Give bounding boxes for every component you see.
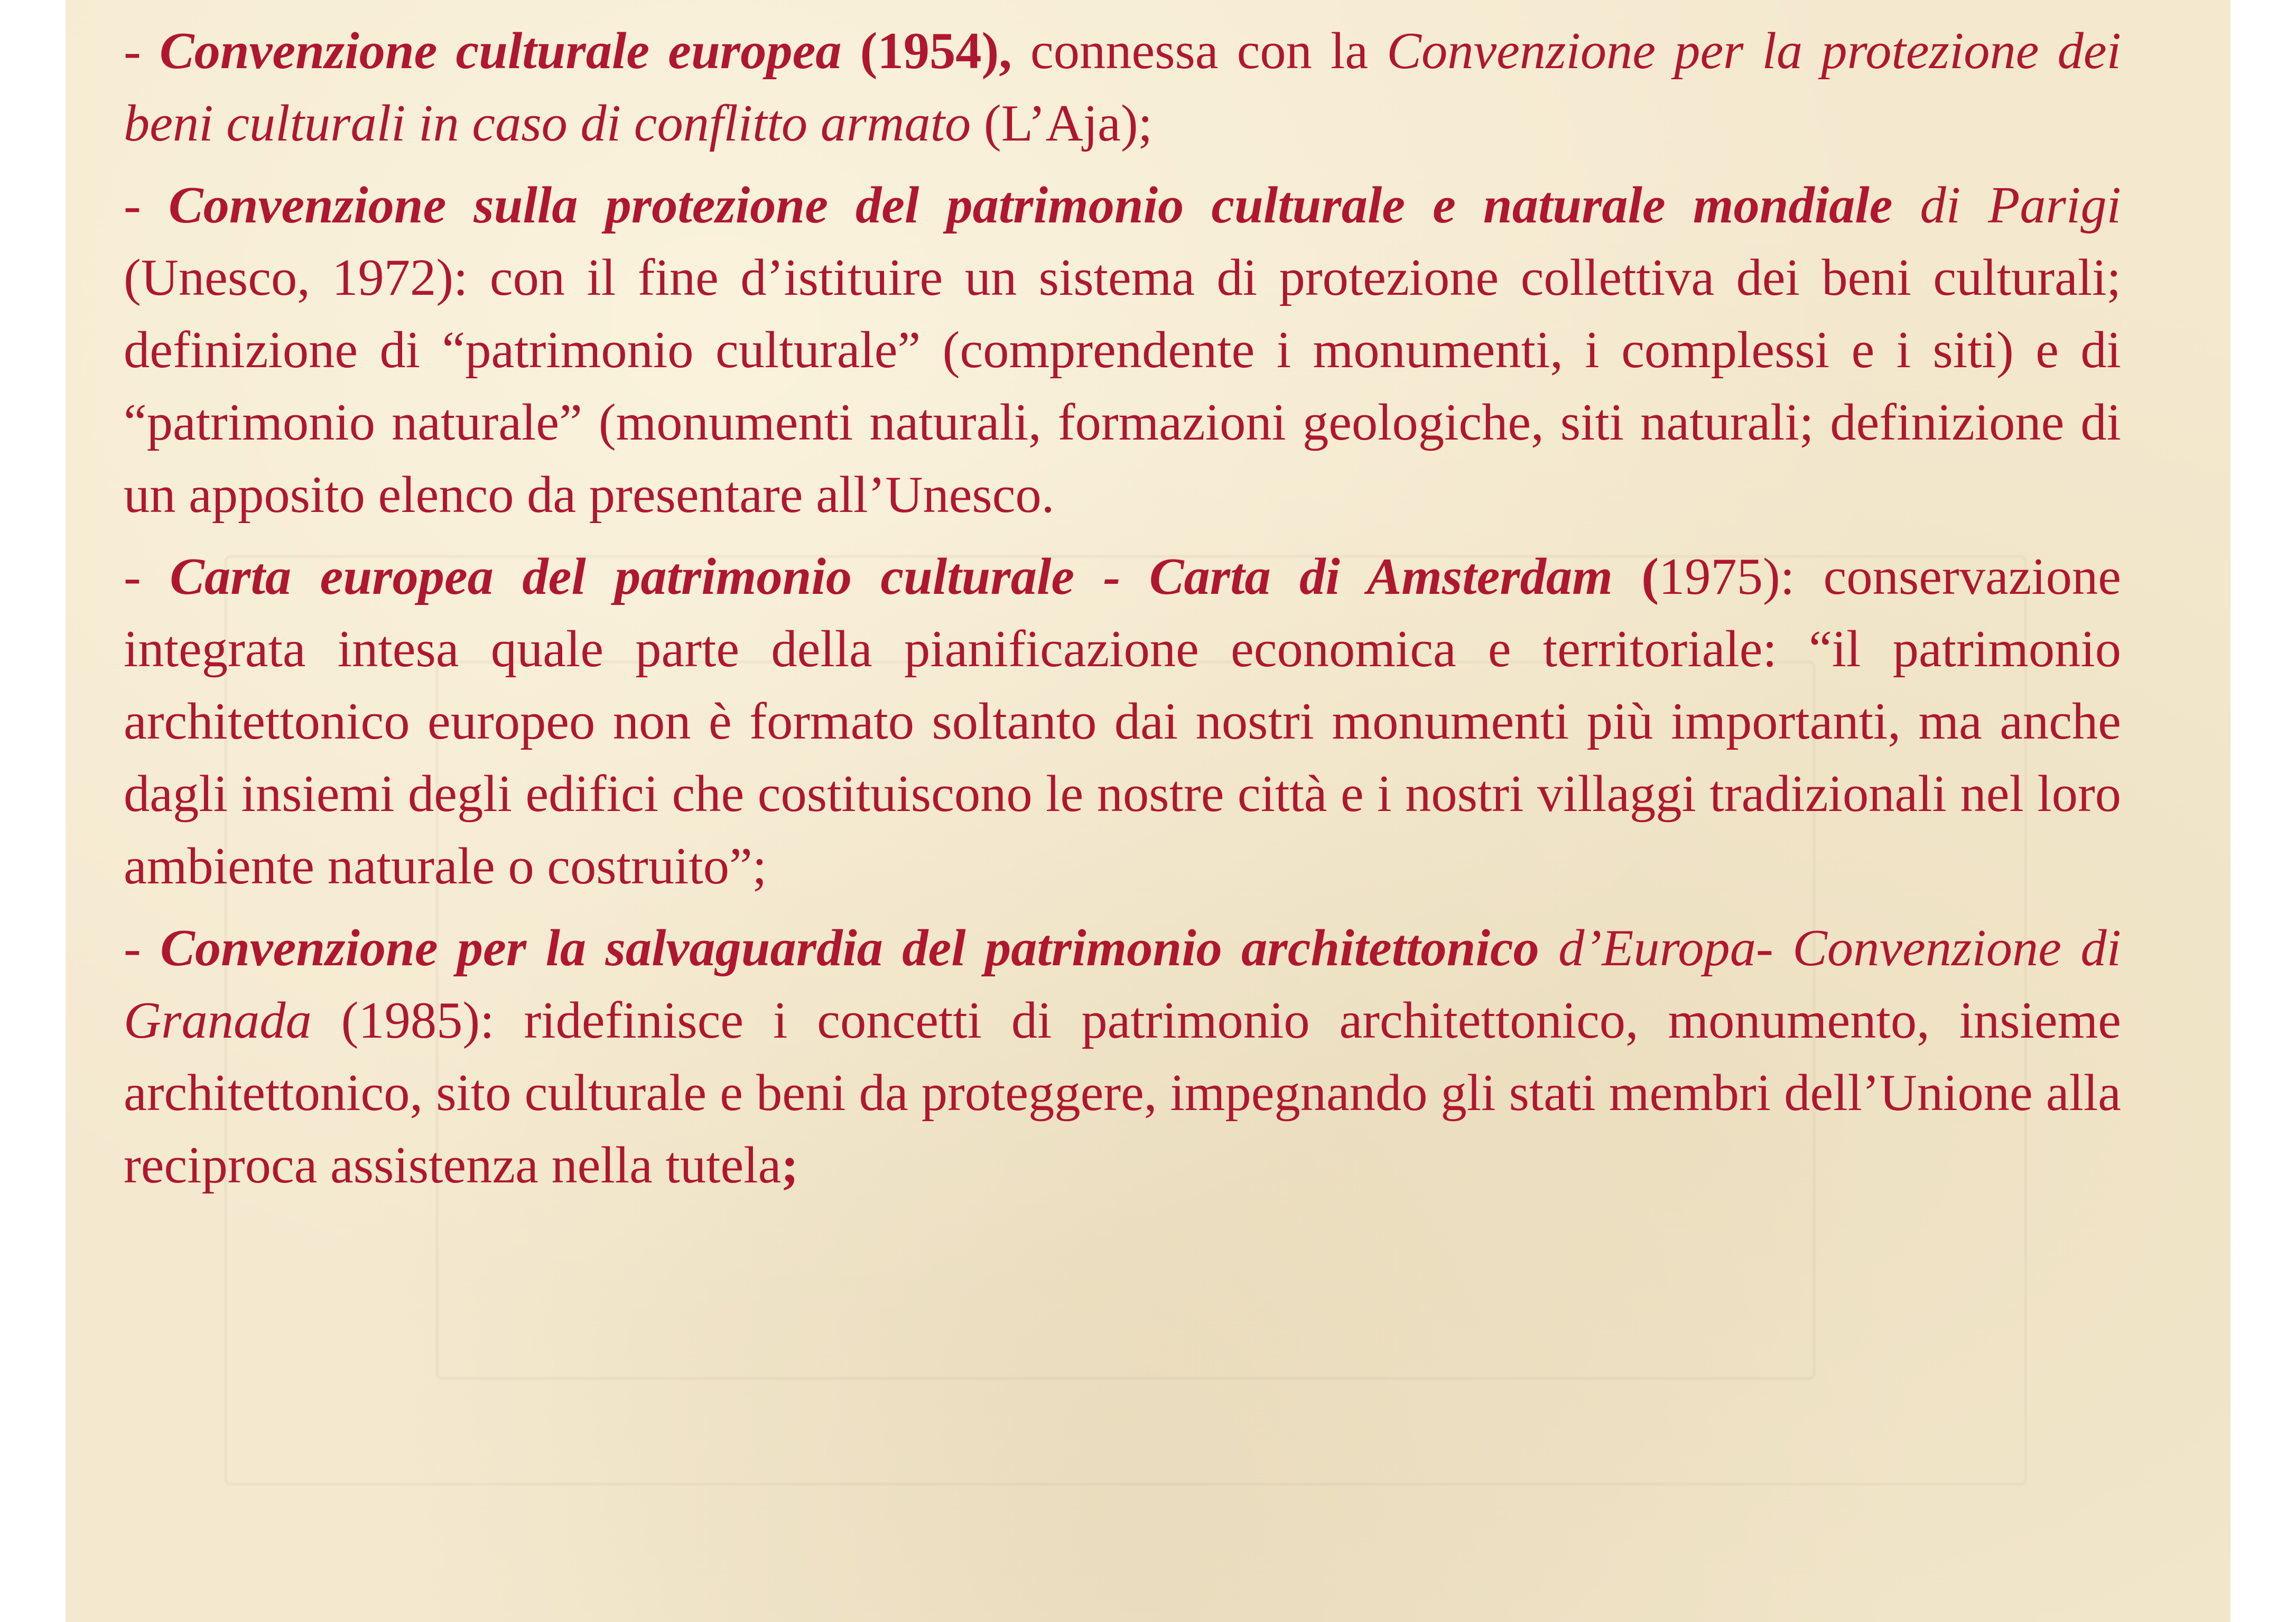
segment-title: Convenzione sulla protezione del patrimonio culturale e naturale mondiale [168,176,1893,234]
segment: (L’Aja); [971,95,1153,152]
segment-title: Convenzione culturale europea [159,22,842,80]
segment-italic: d’Europa- Convenzione di Granada [124,919,2121,1049]
segment-bold: ( [1612,548,1659,605]
segment-bold: ; [781,1136,799,1194]
segment: - [124,919,161,977]
segment-year: (1954), [841,22,1012,80]
segment: - [124,22,160,80]
segment: 1975): conservazione integrata intesa quale parte della pianificazione economica e territoriale: “il patrimonio architettonico europeo non è formato soltanto dai nostri monumenti più importanti, ma anche dagli insiemi degli edifici che costituiscono le nostre città e i nostri villaggi tradizionali nel loro ambiente naturale o costruito”; [124,548,2121,895]
document-page [66,0,2230,1622]
paragraph-carta-amsterdam [124,540,2121,902]
paragraph-granada [124,912,2121,1201]
document-text [124,15,2121,1211]
paragraph-culturale-europea [124,15,2121,160]
segment-italic: di Parigi [1892,176,2121,234]
segment: connessa con la [1011,22,1387,80]
segment: (Unesco, 1972): con il fine d’istituire un sistema di protezione collettiva dei beni culturali; definizione di “patrimonio culturale” (comprendente i monumenti, i complessi e i siti) e di “patrimonio naturale” (monumenti naturali, formazioni geologiche, siti naturali; definizione di un apposito elenco da presentare all’Unesco. [124,249,2121,524]
segment: (1985): ridefinisce i concetti di patrimonio architettonico, monumento, insieme architettonico, sito culturale e beni da proteggere, impegnando gli stati membri dell’Unione alla reciproca assistenza nella tutela [124,992,2121,1194]
segment-title: Carta europea del patrimonio culturale - Carta di Amsterdam [170,548,1613,605]
paragraph-unesco-1972 [124,169,2121,531]
segment-title: Convenzione per la salvaguardia del patrimonio architettonico [160,919,1539,977]
segment-italic: Convenzione per la protezione dei beni culturali in caso di conflitto armato [124,22,2121,152]
segment: - [124,176,169,234]
segment: - [124,548,170,605]
